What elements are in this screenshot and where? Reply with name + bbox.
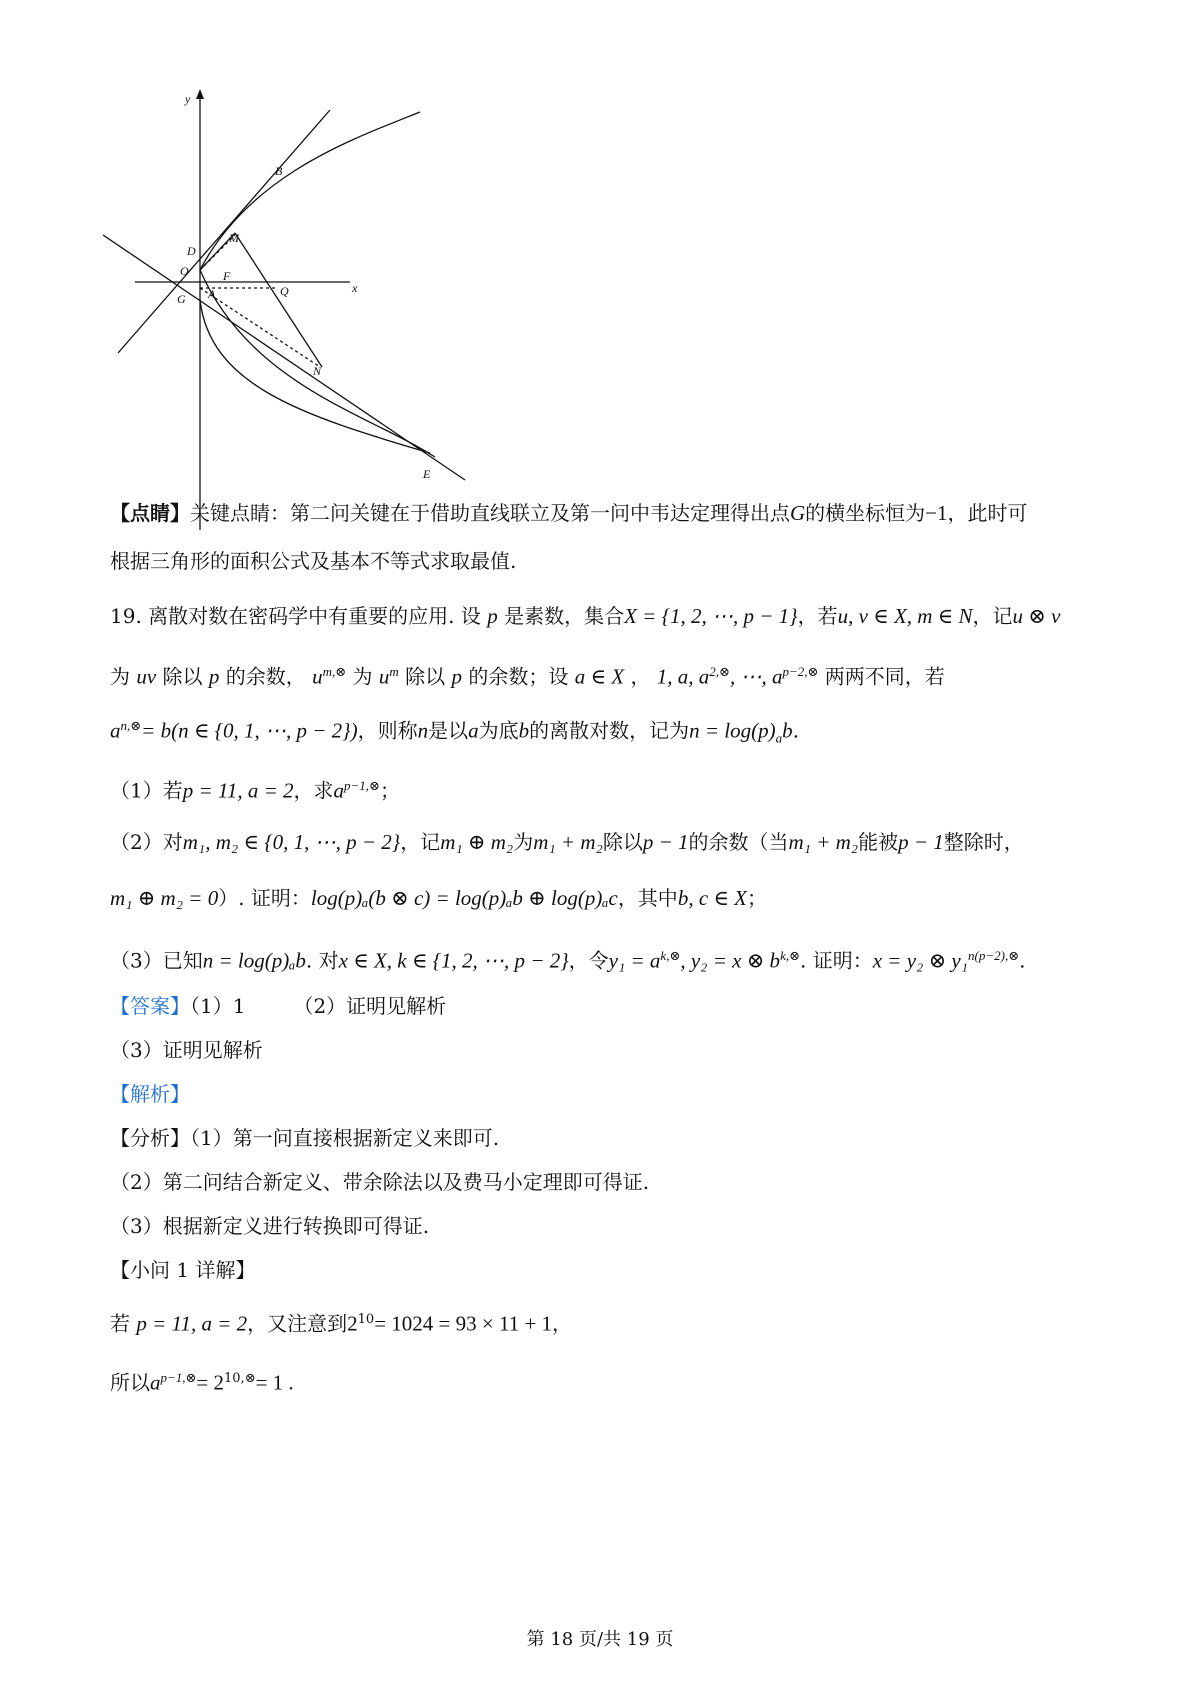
label-E: E [423,467,431,481]
geometry-figure [100,85,500,535]
dashed-an [200,288,320,367]
line-de [103,235,465,480]
label-M: M [229,231,239,245]
label-A: A [208,287,216,301]
q19-line-2: 为 uv 除以 p 的余数， $u^{m,\otimes}$ 为 $u^m$ 除以 p 的余数；设 a ∈ X ， 1, a, $a^{2,\otimes}$, ⋯, $a^{p-2,\otimes}$ 两两不同，若 [110,664,945,689]
label-N: N [313,364,322,378]
label-O: O [180,264,189,278]
q2-line-2: m₁ ⊕ m₂ = 0）. 证明：log(p)ₐ(b ⊗ c) = log(p)ₐb ⊕ log(p)ₐc，其中b, c ∈ X； [110,886,768,910]
label-x: x [352,281,358,295]
jiexi-tag: 【解析】 [110,1082,190,1106]
xiaowen1-heading: 【小问 1 详解】 [110,1258,256,1282]
fenxi-line-2: （2）第二问结合新定义、带余除法以及费马小定理即可得证. [110,1170,650,1194]
label-F: F [223,269,231,283]
q1-line: （1）若p = 11, a = 2，求$a^{p-1,\otimes}$； [110,778,400,803]
q2-line-1: （2）对m₁, m₂ ∈ {0, 1, ⋯, p − 2}，记m₁ ⊕ m₂为m₁ + m₂除以p − 1的余数（当m₁ + m₂能被p − 1整除时， [110,830,1024,854]
label-y: y [185,92,191,106]
fenxi-line-1: 【分析】（1）第一问直接根据新定义来即可. [110,1126,500,1150]
page-footer: 第 18 页/共 19 页 [526,1629,674,1650]
answer-line-3: （3）证明见解析 [110,1038,263,1062]
answer-line: 【答案】（1）1 （2）证明见解析 [110,994,447,1018]
label-D: D [187,244,196,258]
solution-line-1: 若 p = 11, a = 2，又注意到$2^{10}= 1024 = 93 \times 11 + 1$， [110,1311,573,1336]
segment-mn [235,233,322,367]
q19-line-3: $a^{n,\otimes}= b(n$ ∈ {0, 1, ⋯, p − 2})，则称n是以a为底b的离散对数，记为$n = \log(p)_ab$. [110,718,799,746]
q19-line-1: 19. 离散对数在密码学中有重要的应用. 设 p 是素数，集合X = {1, 2, ⋯, p − 1}，若u, v ∈ X, m ∈ N，记u ⊗ v [110,604,1061,628]
label-B: B [275,164,283,178]
parabola-upper [200,112,435,457]
label-Q: Q [280,284,289,298]
q3-line: （3）已知n = log(p)ₐb. 对x ∈ X, k ∈ {1, 2, ⋯, p − 2}，令$y_1 = a^{k,\otimes}$, y₂ = x ⊗ $b^{k,\otimes}$. 证明：x = y₂ ⊗ y₁$^{n(p-2),\otimes}$. [110,948,1026,973]
solution-line-2: 所以$a^{p-1,\otimes}= 2^{10,\otimes}= 1$ . [110,1370,294,1395]
fenxi-line-3: （3）根据新定义进行转换即可得证. [110,1214,430,1238]
dianjing-line-2: 根据三角形的面积公式及基本不等式求取最值. [110,549,517,573]
dianjing-line-1: 【点睛】关键点睛：第二问关键在于借助直线联立及第一问中韦达定理得出点G的横坐标恒为−1，此时可 [110,501,1028,525]
label-G: G [177,292,186,306]
